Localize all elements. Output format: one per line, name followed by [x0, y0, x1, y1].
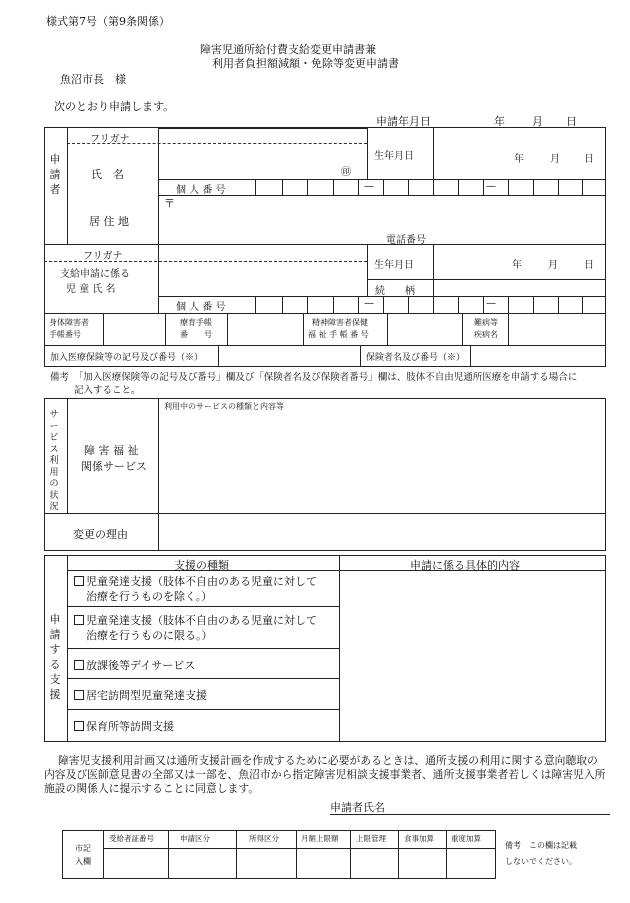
rule [433, 244, 434, 296]
support-option-2[interactable]: 児童発達支援（肢体不自由のある児童に対して 治療を行うものに限る。） [74, 613, 317, 643]
child-birth-day: 日 [584, 260, 594, 271]
rule [44, 345, 606, 346]
rule [367, 279, 606, 280]
rule [67, 127, 68, 245]
child-birthdate-label: 生年月日 [374, 260, 414, 271]
support-type-header: 支援の種類 [174, 559, 229, 572]
child-individual-number-label: 個 人 番 号 [176, 302, 226, 313]
support-option-5[interactable]: 保育所等訪問支援 [74, 718, 174, 734]
applicant-birthdate-label: 生年月日 [374, 151, 414, 162]
application-day: 日 [566, 115, 577, 128]
service-usage-table [44, 398, 606, 551]
rule [158, 179, 606, 180]
rule [158, 127, 159, 313]
change-reason-label: 変更の理由 [73, 528, 128, 541]
support-content-header: 申請に係る具体的内容 [410, 559, 520, 572]
applicant-address-label: 居 住 地 [89, 215, 129, 228]
welfare-service-label-2: 関係サービス [81, 460, 147, 473]
number-dash: — [486, 181, 496, 192]
insurance-symbol-label: 加入医療保険等の記号及び番号（※） [50, 353, 204, 363]
office-note-1: 備考 この欄は記載 [505, 841, 577, 850]
welfare-service-label-1: 障 害 福 祉 [84, 444, 139, 457]
support-option-3[interactable]: 放課後等デイサービス [74, 657, 195, 673]
child-label-2: 児 童 氏 名 [66, 284, 116, 295]
title-line-2: 利用者負担額減額・免除等変更申請書 [212, 57, 399, 70]
intro-text: 次のとおり申請します。 [54, 100, 175, 113]
mental-cert-label-2: 福 祉 手 帳 番 号 [308, 330, 369, 339]
application-year: 年 [494, 115, 505, 128]
seal-mark: ㊞ [341, 167, 351, 178]
support-option-1[interactable]: 児童発達支援（肢体不自由のある児童に対して 治療を行うものを除く。） [74, 574, 317, 604]
child-birth-year: 年 [512, 260, 522, 271]
physical-cert-label-1: 身体障害者 [49, 318, 89, 327]
form-number: 様式第7号（第9条関係） [46, 15, 170, 28]
mental-cert-label-1: 精神障害者保健 [312, 318, 368, 327]
number-dash: — [364, 181, 374, 192]
remark-line-2: 記入すること。 [74, 385, 141, 396]
title-line-1: 障害児通所給付費支給変更申請書兼 [200, 43, 376, 56]
office-col-severe-addition: 重度加算 [451, 834, 481, 843]
office-note-2: しないでください。 [505, 857, 577, 866]
office-col-recipient-number: 受給者証番号 [109, 834, 154, 843]
office-use-label-1: 市記 [75, 844, 91, 853]
child-label-1: 支給申請に係る [60, 269, 130, 280]
disease-label-2: 疾病名 [474, 330, 498, 339]
support-option-4[interactable]: 居宅訪問型児童発達支援 [74, 687, 207, 703]
child-furigana-label: フリガナ [83, 251, 123, 262]
applicant-furigana-label: フリガナ [90, 134, 130, 145]
checkbox[interactable] [74, 615, 84, 625]
postal-mark: 〒 [164, 197, 175, 210]
application-date-label: 申請年月日 [376, 115, 431, 128]
service-content-label: 利用中のサービスの種類と内容等 [164, 402, 284, 411]
relationship-label: 続 柄 [375, 286, 415, 297]
rule [44, 244, 606, 245]
disease-label-1: 難病等 [474, 318, 498, 327]
checkbox[interactable] [74, 690, 84, 700]
office-col-cap-management: 上限管理 [356, 834, 386, 843]
addressee: 魚沼市長 様 [60, 73, 126, 86]
rule [158, 128, 367, 129]
applicant-section-label: 申請者 [49, 153, 61, 196]
rule [433, 127, 434, 179]
applicant-individual-number-label: 個 人 番 号 [176, 185, 226, 196]
child-birth-month: 月 [548, 260, 558, 271]
office-col-income-category: 所得区分 [249, 834, 279, 843]
applicant-birth-month: 月 [550, 154, 560, 165]
support-section-label: 申請する支援 [49, 613, 61, 701]
office-col-application-category: 申請区分 [180, 834, 210, 843]
office-col-monthly-cap: 月額上限額 [301, 834, 339, 843]
rule [367, 244, 368, 296]
insurer-label: 保険者名及び番号（※） [366, 353, 466, 363]
rehab-cert-label-1: 療育手帳 [180, 318, 212, 327]
number-dash: — [364, 298, 374, 309]
applicant-birth-day: 日 [584, 154, 594, 165]
office-col-meal-addition: 食事加算 [404, 834, 434, 843]
application-month: 月 [532, 115, 543, 128]
service-usage-section-label: サービス利用の状況 [49, 410, 59, 512]
signature-line[interactable] [330, 814, 610, 815]
checkbox[interactable] [74, 721, 84, 731]
applicant-signature-label: 申請者氏名 [330, 801, 385, 814]
number-dash: — [486, 298, 496, 309]
rule [367, 127, 368, 179]
remark-line-1: 備考 「加入医療保険等の記号及び番号」欄及び「保険者名及び保険者番号」欄は、肢体不自由児通所医療を申請する場合に [50, 372, 578, 383]
consent-text: 障害児支援利用計画又は通所支援計画を作成するために必要があるときは、通所支援の利用に関する意向聴取の内容及び医師意見書の全部又は一部を、魚沼市から指定障害児相談支援事業者、通所支援事業者若しくは障害児入所施設の関係人に提示することに同意します。 [44, 754, 606, 795]
physical-cert-label-2: 手帳番号 [49, 330, 81, 339]
applicant-name-label: 氏 名 [91, 168, 124, 181]
rule [44, 313, 606, 314]
phone-label: 電話番号 [386, 235, 426, 246]
applicant-birth-year: 年 [514, 154, 524, 165]
rehab-cert-label-2: 番 号 [180, 330, 212, 339]
office-use-label-2: 入欄 [75, 857, 91, 866]
checkbox[interactable] [74, 576, 84, 586]
checkbox[interactable] [74, 660, 84, 670]
